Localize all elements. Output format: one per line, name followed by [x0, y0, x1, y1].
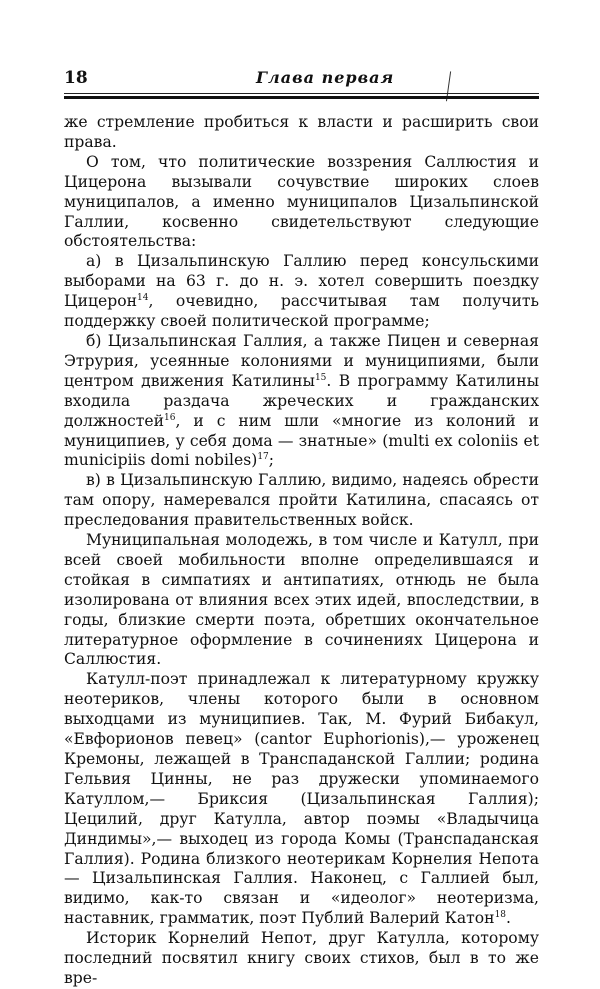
paragraph: [64, 252, 539, 332]
running-header: [64, 66, 539, 92]
paragraph-text: Историк Корнелий Непот, друг Катулла, которому последний посвятил книгу своих стихов, был в то же вре-: [64, 929, 539, 987]
paragraph-text: ;: [268, 451, 275, 470]
paragraph-text: , очевидно, рассчитывая там получить поддержку своей политической программе;: [64, 292, 539, 331]
page-number: 18: [64, 68, 88, 88]
paragraph: [64, 153, 539, 253]
header-rule-thick: [64, 96, 539, 99]
header-rule-thin: [64, 93, 539, 94]
paragraph-text: же стремление пробиться к власти и расширить свои права.: [64, 113, 539, 151]
paragraph-text: в) в Цизальпинскую Галлию, видимо, надеясь обрести там опору, намеревался пройти Катилина, спасаясь от преследования правительственных войск.: [64, 471, 539, 530]
paragraph-text: О том, что политические воззрения Саллюстия и Цицерона вызывали сочувствие широких слоев муниципалов, а именно муниципалов Цизальпинской Галлии, косвенно свидетельствуют следующие обстоятельства:: [64, 152, 539, 251]
footnote-marker: 17: [257, 452, 269, 463]
footnote-marker: 14: [137, 293, 149, 304]
footnote-marker: 15: [314, 372, 327, 383]
footnote-marker: 16: [164, 412, 176, 423]
chapter-title: Глава первая: [256, 68, 395, 87]
paragraph-text: а) в Цизальпинскую Галлию перед консульскими выборами на 63 г. до н. э. хотел совершить поездку Цицерон: [64, 252, 539, 311]
paragraph-text: Катулл-поэт принадлежал к литературному кружку неотериков, члены которого были в основном выходцами из муниципиев. Так, М. Фурий Бибакул, «Евфорионов певец» (cantor Euphorionis),— уроженец Кремоны, лежащей в Транспаданской Галлии; родина Гельвия Цинны, не раз дружески упоминаемого Катуллом,— Бриксия (Цизальпинская Галлия); Цецилий, друг Катулла, автор поэмы «Владычица Диндимы»,— выходец из города Комы (Транспаданская Галлия). Родина близкого неотерикам Корнелия Непота — Цизальпинская Галлия. Наконец, с Галлией был, видимо, как-то связан и «идеолог» неотеризма, наставник, грамматик, поэт Публий Валерий Катон: [64, 670, 539, 928]
paragraph-text: Муниципальная молодежь, в том числе и Катулл, при всей своей мобильности вполне определившаяся и стойкая в симпатиях и антипатиях, отнюдь не была изолирована от влияния всех этих идей, впоследствии, в годы, близкие смерти поэта, обретших окончательное литературное оформление в сочинениях Цицерона и Саллюстия.: [64, 531, 539, 669]
paragraph: [64, 670, 539, 929]
paragraph-text: , и с ним шли «многие из колоний и муниципиев, у себя дома — знатные» (multi ex coloniis et municipiis domi nobiles): [64, 411, 539, 470]
paragraph-text: .: [506, 909, 511, 928]
paragraph: [64, 929, 539, 989]
paragraph: [64, 113, 539, 153]
paragraph: [64, 531, 539, 670]
paragraph: [64, 471, 539, 531]
paragraph: [64, 332, 539, 471]
paragraph-text: . В программу Катилины входила раздача жреческих и гражданских должностей: [64, 371, 539, 430]
footnote-marker: 18: [494, 910, 507, 921]
paragraph-text: б) Цизальпинская Галлия, а также Пицен и северная Этрурия, усеянные колониями и муниципиями, были центром движения Катилины: [64, 331, 539, 390]
body-text: [64, 113, 539, 989]
